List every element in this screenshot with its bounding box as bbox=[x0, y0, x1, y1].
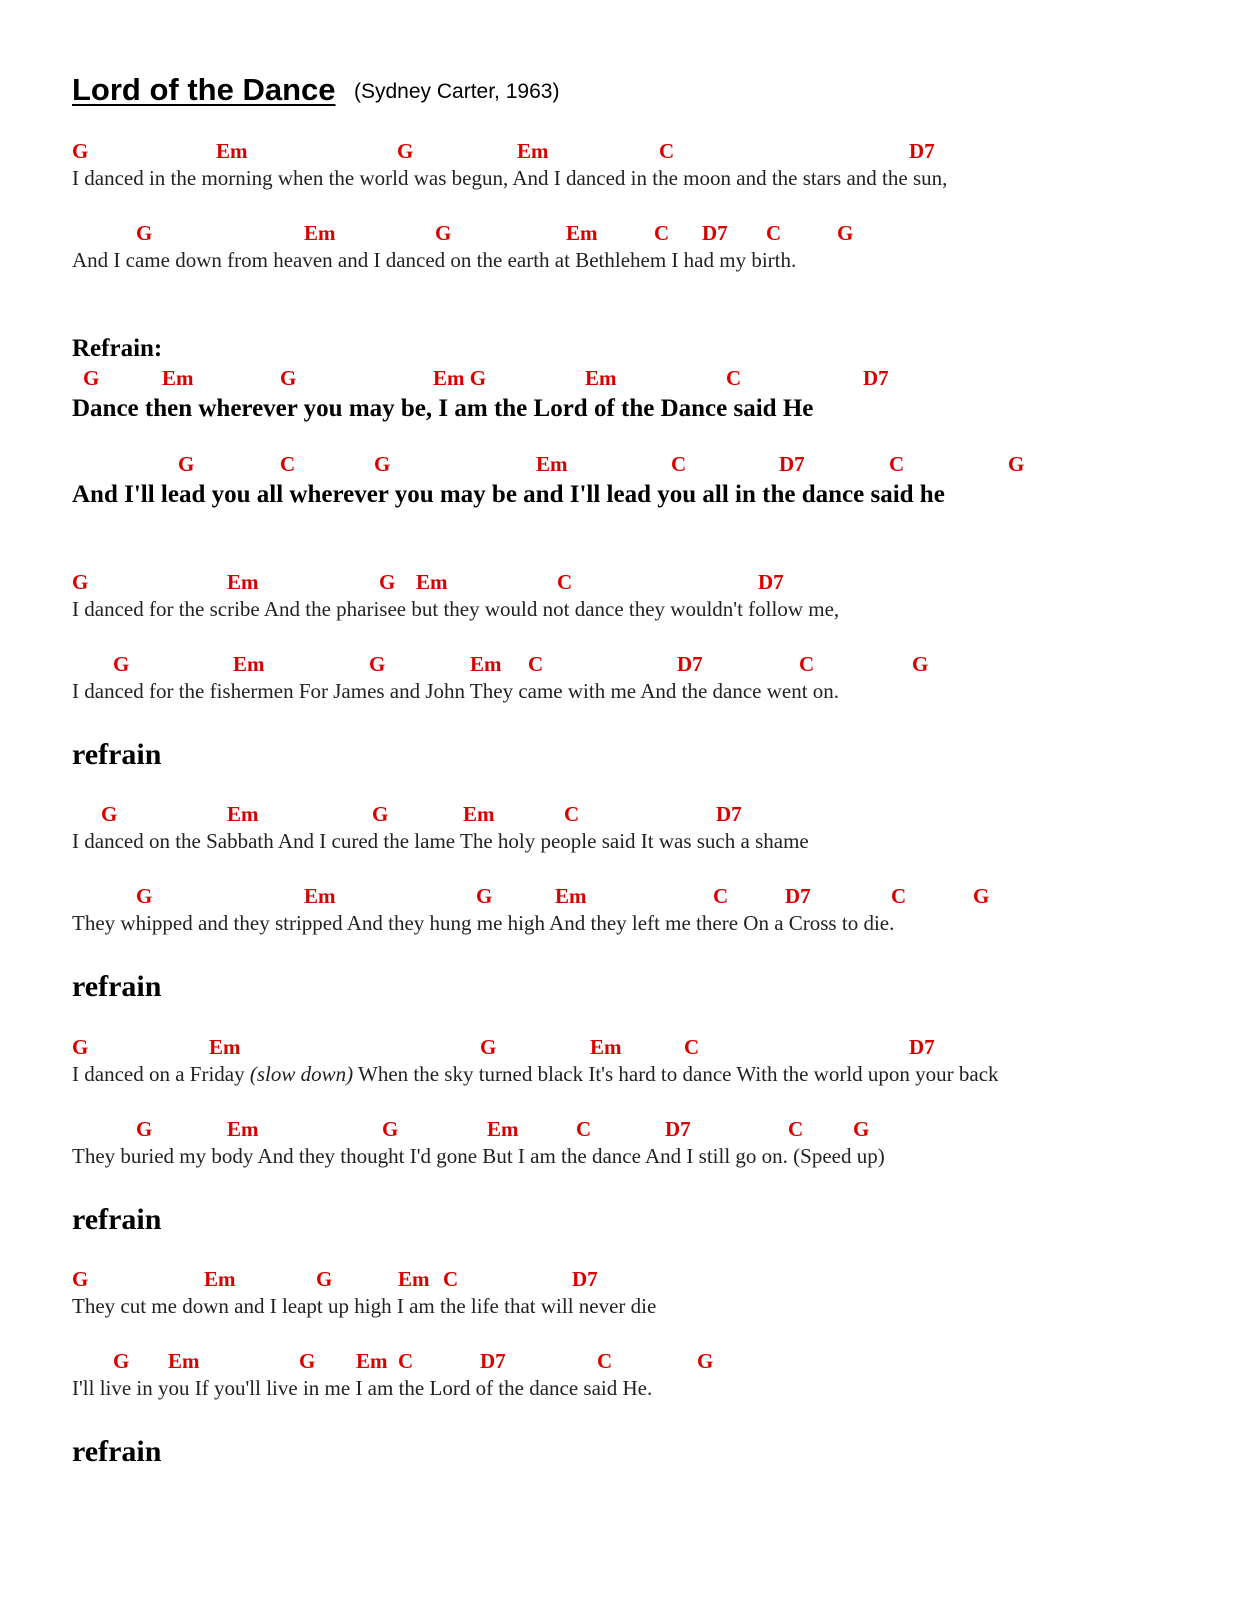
refrain-line: And I'll lead you all wherever you may be and I'll lead you all in the dance said he bbox=[72, 481, 945, 508]
lyric-line: I'll live in you If you'll live in me I am the Lord of the dance said He. bbox=[72, 1376, 653, 1400]
lyric-line: I danced for the fishermen For James and John They came with me And the dance went on. bbox=[72, 679, 840, 703]
chord: Em bbox=[416, 570, 448, 594]
chord: Em bbox=[555, 884, 587, 908]
chord: G bbox=[299, 1349, 316, 1373]
chord: Em bbox=[517, 139, 549, 163]
chord: C bbox=[398, 1349, 414, 1373]
chord: G bbox=[397, 139, 414, 163]
chord: D7 bbox=[677, 652, 703, 676]
song-credit: (Sydney Carter, 1963) bbox=[354, 80, 560, 103]
chord: G bbox=[480, 1035, 497, 1059]
lyric-text: I danced on a Friday bbox=[72, 1062, 250, 1086]
chord: Em bbox=[227, 1117, 259, 1141]
chord: C bbox=[726, 366, 742, 390]
chord: C bbox=[443, 1267, 459, 1291]
chord: D7 bbox=[909, 1035, 935, 1059]
lyric-line: They buried my body And they thought I'd gone But I am the dance And I still go on. (Speed up) bbox=[72, 1144, 885, 1168]
chord: G bbox=[136, 1117, 153, 1141]
chord: Em bbox=[168, 1349, 200, 1373]
chord: D7 bbox=[758, 570, 784, 594]
chord: Em bbox=[585, 366, 617, 390]
chord: C bbox=[891, 884, 907, 908]
chord: C bbox=[713, 884, 729, 908]
chord: G bbox=[476, 884, 493, 908]
chord: Em G bbox=[433, 366, 487, 390]
chord: D7 bbox=[716, 802, 742, 826]
chord: C bbox=[280, 452, 296, 476]
chord: Em bbox=[204, 1267, 236, 1291]
refrain-marker: refrain bbox=[72, 1203, 162, 1236]
lyric-line: I danced in the morning when the world was begun, And I danced in the moon and the stars and the sun, bbox=[72, 166, 948, 190]
chord: C bbox=[659, 139, 675, 163]
chord: Em bbox=[470, 652, 502, 676]
lyric-line: I danced for the scribe And the pharisee but they would not dance they wouldn't follow me, bbox=[72, 597, 840, 621]
chord: G bbox=[136, 221, 153, 245]
chord: D7 bbox=[909, 139, 935, 163]
chord: Em bbox=[304, 221, 336, 245]
chord: C bbox=[788, 1117, 804, 1141]
chord: C bbox=[557, 570, 573, 594]
chord: G bbox=[316, 1267, 333, 1291]
chord: Em bbox=[356, 1349, 388, 1373]
chord: C bbox=[597, 1349, 613, 1373]
chord: D7 bbox=[572, 1267, 598, 1291]
chord: G bbox=[72, 139, 89, 163]
chord: Em bbox=[398, 1267, 430, 1291]
chord: G bbox=[379, 570, 396, 594]
chord: D7 bbox=[702, 221, 728, 245]
chord: Em bbox=[304, 884, 336, 908]
refrain-line: Dance then wherever you may be, I am the Lord of the Dance said He bbox=[72, 395, 814, 422]
chord: C bbox=[766, 221, 782, 245]
chord: G bbox=[101, 802, 118, 826]
chord: G bbox=[374, 452, 391, 476]
chord: G bbox=[280, 366, 297, 390]
chord: D7 bbox=[785, 884, 811, 908]
lyric-line: I danced on the Sabbath And I cured the lame The holy people said It was such a shame bbox=[72, 829, 809, 853]
chord: C bbox=[684, 1035, 700, 1059]
chord: G bbox=[178, 452, 195, 476]
chord: D7 bbox=[665, 1117, 691, 1141]
song-title: Lord of the Dance bbox=[72, 72, 336, 107]
chord: Em bbox=[590, 1035, 622, 1059]
chord: G bbox=[72, 570, 89, 594]
lyric-line: And I came down from heaven and I danced on the earth at Bethlehem I had my birth. bbox=[72, 248, 797, 272]
chord: D7 bbox=[779, 452, 805, 476]
refrain-marker: refrain bbox=[72, 738, 162, 771]
chord: G bbox=[853, 1117, 870, 1141]
chord: G bbox=[697, 1349, 714, 1373]
chord: C bbox=[799, 652, 815, 676]
refrain-heading: Refrain: bbox=[72, 335, 163, 362]
chord: G bbox=[1008, 452, 1025, 476]
chord: G bbox=[435, 221, 452, 245]
chord: G bbox=[369, 652, 386, 676]
refrain-marker: refrain bbox=[72, 1435, 162, 1468]
chord: Em bbox=[566, 221, 598, 245]
chord: Em bbox=[487, 1117, 519, 1141]
chord: Em bbox=[233, 652, 265, 676]
refrain-marker: refrain bbox=[72, 970, 162, 1003]
lyric-line: They cut me down and I leapt up high I am the life that will never die bbox=[72, 1294, 657, 1318]
chord: Em bbox=[162, 366, 194, 390]
chord: G bbox=[372, 802, 389, 826]
chord: C bbox=[654, 221, 670, 245]
chord: C bbox=[564, 802, 580, 826]
chord: G bbox=[136, 884, 153, 908]
chord: G bbox=[837, 221, 854, 245]
lyric-text: When the sky turned black It's hard to dance With the world upon your back bbox=[353, 1062, 999, 1086]
chord: Em bbox=[209, 1035, 241, 1059]
chord: C bbox=[576, 1117, 592, 1141]
lyric-line: They whipped and they stripped And they hung me high And they left me there On a Cross to die. bbox=[72, 911, 895, 935]
chord: Em bbox=[227, 570, 259, 594]
chord: C bbox=[528, 652, 544, 676]
chord: C bbox=[889, 452, 905, 476]
chord: D7 bbox=[863, 366, 889, 390]
chord: D7 bbox=[480, 1349, 506, 1373]
chord: G bbox=[382, 1117, 399, 1141]
performance-note: (slow down) bbox=[249, 1062, 354, 1086]
chord: G bbox=[113, 1349, 130, 1373]
chord: Em bbox=[227, 802, 259, 826]
chord: G bbox=[912, 652, 929, 676]
chord: Em bbox=[463, 802, 495, 826]
chord: Em bbox=[216, 139, 248, 163]
chord: G bbox=[973, 884, 990, 908]
chord: G bbox=[113, 652, 130, 676]
chord: G bbox=[83, 366, 100, 390]
chord: Em bbox=[536, 452, 568, 476]
lyric-line bbox=[72, 1064, 999, 1085]
chord: G bbox=[72, 1035, 89, 1059]
chord: G bbox=[72, 1267, 89, 1291]
chord: C bbox=[671, 452, 687, 476]
